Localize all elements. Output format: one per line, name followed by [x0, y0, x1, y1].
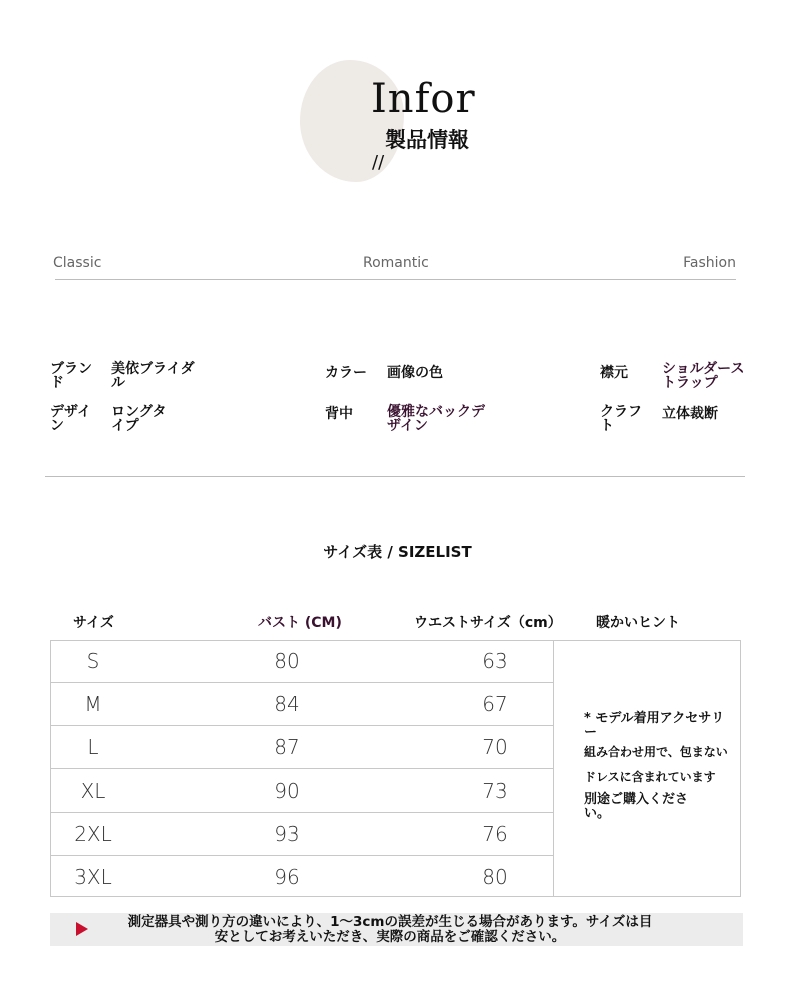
row-divider	[50, 768, 554, 769]
cell-waist: 70	[482, 735, 508, 759]
tagline-romantic: Romantic	[363, 255, 429, 271]
measurement-note-line-1: 測定器具や測り方の違いにより、1～3cmの誤差が生じる場合があります。サイズは目	[127, 914, 653, 930]
cell-waist: 67	[482, 692, 508, 716]
cell-waist: 80	[482, 865, 508, 889]
info-value-color: 画像の色	[387, 365, 443, 381]
measurement-note-line-2: 安としてお考えいただき、実際の商品をご確認ください。	[214, 929, 566, 945]
cell-bust: 93	[274, 822, 300, 846]
info-label-craft: クラフト	[600, 404, 642, 434]
info-value-neckline: ショルダーストラップ	[662, 361, 745, 391]
cell-waist: 63	[482, 649, 508, 673]
page-title: Infor	[371, 76, 476, 122]
cell-size: S	[86, 649, 100, 673]
decorative-slashes: //	[372, 152, 385, 173]
cell-bust: 84	[274, 692, 300, 716]
cell-bust: 90	[274, 779, 300, 803]
cell-bust: 87	[274, 735, 300, 759]
size-list-title: サイズ表 / SIZELIST	[323, 543, 472, 561]
header-hint: 暖かいヒント	[596, 615, 680, 631]
row-divider	[50, 812, 554, 813]
info-label-neckline: 襟元	[600, 365, 628, 381]
hint-line-1: * モデル着用アクセサリー	[584, 711, 725, 740]
cell-size: M	[84, 692, 102, 716]
info-label-design: デザイン	[50, 404, 92, 434]
row-divider	[50, 855, 554, 856]
hint-line-4: 別途ご購入ください。	[584, 792, 689, 821]
info-value-design: ロングタイプ	[111, 404, 167, 434]
cell-bust: 96	[274, 865, 300, 889]
cell-waist: 73	[482, 779, 508, 803]
info-label-color: カラー	[325, 365, 367, 381]
tagline-divider	[55, 279, 736, 280]
measurement-note	[95, 915, 685, 945]
cell-bust: 80	[274, 649, 300, 673]
hint-line-2: 組み合わせ用で、包まない	[584, 745, 728, 759]
info-value-craft: 立体裁断	[662, 406, 718, 422]
info-value-back: 優雅なバックデザイン	[387, 404, 485, 434]
info-divider	[45, 476, 745, 477]
header-waist: ウエストサイズ（cm）	[414, 615, 562, 631]
cell-waist: 76	[482, 822, 508, 846]
header-bust: バスト (CM)	[258, 615, 342, 631]
cell-size: L	[87, 735, 99, 759]
play-triangle-icon	[76, 922, 88, 936]
info-label-brand: ブランド	[50, 361, 92, 391]
cell-size: 3XL	[74, 865, 112, 889]
row-divider	[50, 682, 554, 683]
tagline-fashion: Fashion	[683, 255, 736, 271]
header-size: サイズ	[73, 615, 114, 631]
page-subtitle: 製品情報	[385, 128, 469, 152]
info-label-back: 背中	[325, 406, 353, 422]
info-value-brand: 美依ブライダル	[111, 361, 195, 391]
cell-size: XL	[80, 779, 106, 803]
column-divider	[553, 640, 554, 897]
tagline-classic: Classic	[53, 255, 102, 271]
cell-size: 2XL	[74, 822, 112, 846]
hint-line-3: ドレスに含まれています	[584, 770, 716, 784]
row-divider	[50, 725, 554, 726]
